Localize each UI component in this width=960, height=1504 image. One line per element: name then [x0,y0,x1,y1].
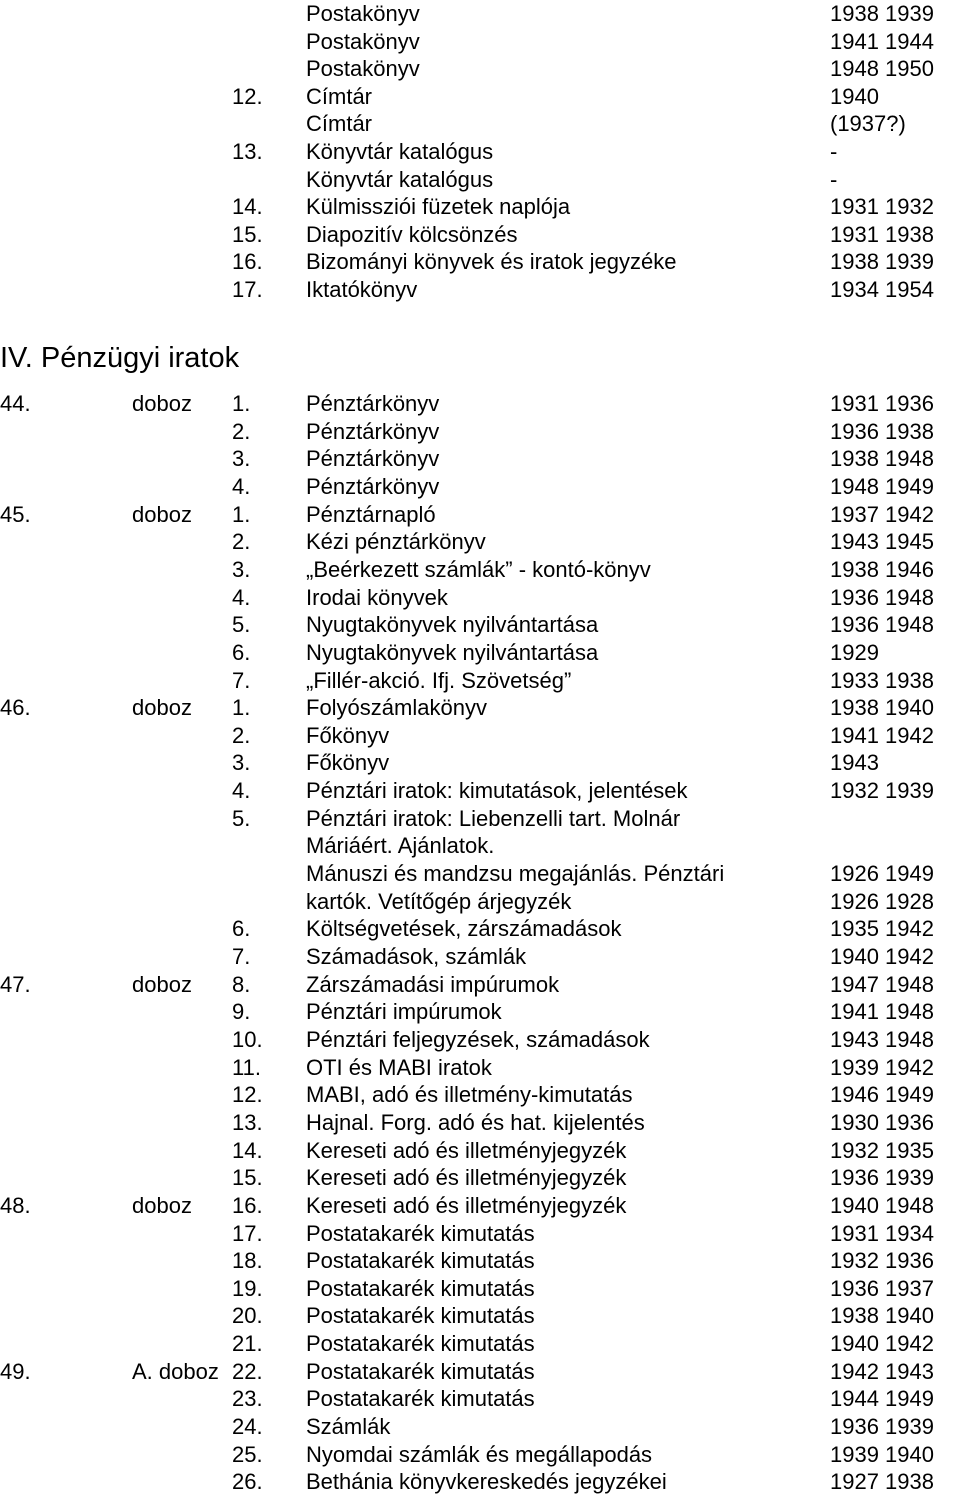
list-item [0,501,960,529]
item-years: 1930 1936 [830,1109,934,1135]
list-item [0,1164,960,1192]
item-number: 4. [232,778,251,804]
item-title: MABI, adó és illetmény-kimutatás [306,1082,633,1108]
item-years: 1936 1948 [830,584,934,610]
item-years: 1940 [830,83,879,109]
item-years: 1942 1943 [830,1358,934,1384]
item-title: Postatakarék kimutatás [306,1331,535,1357]
item-number: 8. [232,971,251,997]
item-title: Kereseti adó és illetményjegyzék [306,1137,627,1163]
item-title: Postatakarék kimutatás [306,1386,535,1412]
box-label: doboz [132,1192,192,1218]
list-item [0,1358,960,1386]
box-number: 44. [0,391,31,416]
item-number: 22. [232,1358,263,1384]
box-number: 47. [0,971,31,997]
item-title: Pénztári feljegyzések, számadások [306,1026,650,1052]
item-title: Pénztárkönyv [306,446,440,472]
item-title: Folyószámlakönyv [306,695,487,721]
list-item [0,138,960,166]
list-item [0,860,960,888]
item-title: Zárszámadási impúrumok [306,971,560,997]
box-label: doboz [132,971,192,997]
item-years: 1940 1948 [830,1192,934,1218]
item-years: 1944 1949 [830,1386,934,1412]
item-title: Kereseti adó és illetményjegyzék [306,1192,627,1218]
item-years: 1926 1949 [830,861,934,887]
item-title: Hajnal. Forg. adó és hat. kijelentés [306,1109,645,1135]
list-item [0,0,960,28]
item-years: 1940 1942 [830,1331,934,1357]
item-number: 11. [232,1054,261,1080]
item-years: 1938 1940 [830,1303,934,1329]
list-item [0,1109,960,1137]
list-item [0,1192,960,1220]
box-label: doboz [132,501,192,527]
item-years: 1938 1946 [830,556,934,582]
list-item [0,1081,960,1109]
item-title: Postatakarék kimutatás [306,1275,535,1301]
box-label: A. doboz [132,1358,219,1384]
item-title: Pénztárkönyv [306,391,440,416]
item-title: Számadások, számlák [306,944,527,969]
list-item [0,749,960,777]
item-title: Költségvetések, zárszámadások [306,916,622,942]
list-item [0,888,960,916]
list-item [0,166,960,194]
item-number: 15. [232,1165,263,1191]
item-title: Kézi pénztárkönyv [306,529,486,555]
item-number: 14. [232,1137,263,1163]
item-title: Címtár [306,83,372,109]
list-item [0,28,960,56]
item-title: Pénztári impúrumok [306,999,502,1025]
item-title: Iktatókönyv [306,277,418,302]
item-years: 1938 1939 [830,249,934,275]
box-number: 45. [0,501,31,527]
box-number: 48. [0,1192,31,1218]
item-title: Postakönyv [306,1,420,26]
list-item [0,221,960,249]
item-number: 24. [232,1414,263,1440]
item-title: OTI és MABI iratok [306,1054,492,1080]
item-number: 3. [232,446,251,472]
list-item [0,110,960,138]
item-number: 20. [232,1303,263,1329]
list-item [0,832,960,860]
item-title: Főkönyv [306,722,390,748]
item-title: Postatakarék kimutatás [306,1358,535,1384]
list-item [0,1302,960,1330]
item-title: Nyomdai számlák és megállapodás [306,1441,653,1467]
section-title: IV. Pénzügyi iratok [0,342,240,374]
item-number: 13. [232,139,263,164]
item-years: - [830,139,838,164]
item-years: 1929 [830,639,879,665]
list-item [0,528,960,556]
item-number: 17. [232,1220,263,1246]
item-years: 1943 1945 [830,529,934,555]
item-years: 1935 1942 [830,916,934,942]
list-item [0,390,960,418]
item-number: 4. [232,584,251,610]
item-years: 1937 1942 [830,501,934,527]
list-item [0,276,960,304]
item-title: Irodai könyvek [306,584,448,610]
list-item [0,556,960,584]
item-title: Postakönyv [306,56,420,82]
item-title: Diapozitív kölcsönzés [306,221,518,247]
box-number: 49. [0,1358,31,1384]
list-item [0,1220,960,1248]
item-years: 1936 1939 [830,1165,934,1191]
item-number: 12. [232,1082,263,1108]
item-number: 4. [232,473,251,499]
item-number: 23. [232,1386,263,1412]
list-item [0,418,960,446]
item-number: 16. [232,1192,263,1218]
item-years: 1938 1948 [830,446,934,472]
list-item [0,473,960,501]
item-title: Bethánia könyvkereskedés jegyzékei [306,1469,667,1495]
list-item [0,1137,960,1165]
item-title: Mánuszi és mandzsu megajánlás. Pénztári [306,861,725,887]
item-title: Pénztárkönyv [306,473,440,499]
item-years: 1932 1935 [830,1137,934,1163]
item-number: 2. [232,418,251,444]
item-number: 3. [232,750,251,776]
item-title: Postatakarék kimutatás [306,1303,535,1329]
item-years: 1936 1948 [830,612,934,638]
item-number: 7. [232,944,251,969]
item-title: Főkönyv [306,750,390,776]
item-years: 1939 1942 [830,1054,934,1080]
list-item [0,805,960,833]
list-item [0,639,960,667]
item-number: 1. [232,695,251,721]
item-years: 1941 1948 [830,999,934,1025]
item-title: Pénztárkönyv [306,418,440,444]
list-item [0,83,960,111]
item-years: 1931 1936 [830,391,934,416]
item-years: 1939 1940 [830,1441,934,1467]
list-item [0,998,960,1026]
item-years: 1931 1932 [830,194,934,220]
item-number: 17. [232,277,263,302]
item-number: 18. [232,1248,263,1274]
item-years: 1940 1942 [830,944,934,969]
item-number: 9. [232,999,251,1025]
item-years: 1927 1938 [830,1469,934,1495]
item-title: Nyugtakönyvek nyilvántartása [306,639,599,665]
item-title: Pénztári iratok: kimutatások, jelentések [306,778,688,804]
list-item [0,1054,960,1082]
item-number: 16. [232,249,263,275]
item-title: „Beérkezett számlák” - kontó-könyv [306,556,651,582]
item-title: kartók. Vetítőgép árjegyzék [306,888,572,914]
list-item [0,1385,960,1413]
list-item [0,694,960,722]
item-title: Postatakarék kimutatás [306,1220,535,1246]
item-title: Könyvtár katalógus [306,166,494,192]
list-item [0,1413,960,1441]
item-title: Máriáért. Ajánlatok. [306,833,495,859]
item-number: 6. [232,916,251,942]
item-title: Pénztári iratok: Liebenzelli tart. Molnár [306,805,681,831]
item-number: 5. [232,805,251,831]
item-years: 1932 1936 [830,1248,934,1274]
list-item [0,1330,960,1358]
item-years: 1932 1939 [830,778,934,804]
item-title: Könyvtár katalógus [306,139,494,164]
item-title: Számlák [306,1414,391,1440]
item-number: 3. [232,556,251,582]
item-number: 2. [232,722,251,748]
item-number: 10. [232,1026,263,1052]
box-label: doboz [132,695,192,721]
list-item [0,667,960,695]
item-number: 7. [232,667,251,693]
item-number: 1. [232,501,251,527]
item-years: - [830,166,838,192]
item-number: 5. [232,612,251,638]
item-title: Pénztárnapló [306,501,436,527]
item-number: 25. [232,1441,263,1467]
list-item [0,611,960,639]
list-item [0,193,960,221]
item-years: 1936 1938 [830,418,934,444]
list-item [0,248,960,276]
item-title: Postakönyv [306,28,420,54]
list-item [0,55,960,83]
item-years: 1941 1944 [830,28,934,54]
item-years: 1936 1939 [830,1414,934,1440]
item-number: 15. [232,221,263,247]
item-years: 1943 1948 [830,1026,934,1052]
item-number: 2. [232,529,251,555]
item-title: „Fillér-akció. Ifj. Szövetség” [306,667,572,693]
list-item [0,971,960,999]
list-item [0,1468,960,1496]
item-years: 1948 1949 [830,473,934,499]
item-number: 6. [232,639,251,665]
item-years: 1948 1950 [830,56,934,82]
item-years: 1947 1948 [830,971,934,997]
item-years: 1943 [830,750,879,776]
item-number: 19. [232,1275,263,1301]
item-number: 26. [232,1469,263,1495]
item-number: 12. [232,83,263,109]
list-item [0,1441,960,1469]
list-item [0,1275,960,1303]
item-years: 1933 1938 [830,667,934,693]
item-years: (1937?) [830,111,906,137]
item-number: 14. [232,194,263,220]
list-item [0,777,960,805]
box-number: 46. [0,695,31,721]
list-item [0,584,960,612]
item-title: Nyugtakönyvek nyilvántartása [306,612,599,638]
item-years: 1938 1940 [830,695,934,721]
item-years: 1931 1938 [830,221,934,247]
item-years: 1938 1939 [830,1,934,26]
item-years: 1936 1937 [830,1275,934,1301]
item-number: 1. [232,391,251,416]
list-item [0,445,960,473]
item-years: 1931 1934 [830,1220,934,1246]
list-item [0,722,960,750]
item-years: 1946 1949 [830,1082,934,1108]
item-title: Külmissziói füzetek naplója [306,194,571,220]
list-item [0,1247,960,1275]
item-years: 1926 1928 [830,888,934,914]
item-title: Bizományi könyvek és iratok jegyzéke [306,249,677,275]
item-title: Kereseti adó és illetményjegyzék [306,1165,627,1191]
item-title: Címtár [306,111,372,137]
item-years: 1941 1942 [830,722,934,748]
list-item [0,943,960,971]
item-number: 21. [232,1331,263,1357]
item-years: 1934 1954 [830,277,934,302]
box-label: doboz [132,391,192,416]
list-item [0,915,960,943]
item-number: 13. [232,1109,263,1135]
list-item [0,1026,960,1054]
item-title: Postatakarék kimutatás [306,1248,535,1274]
